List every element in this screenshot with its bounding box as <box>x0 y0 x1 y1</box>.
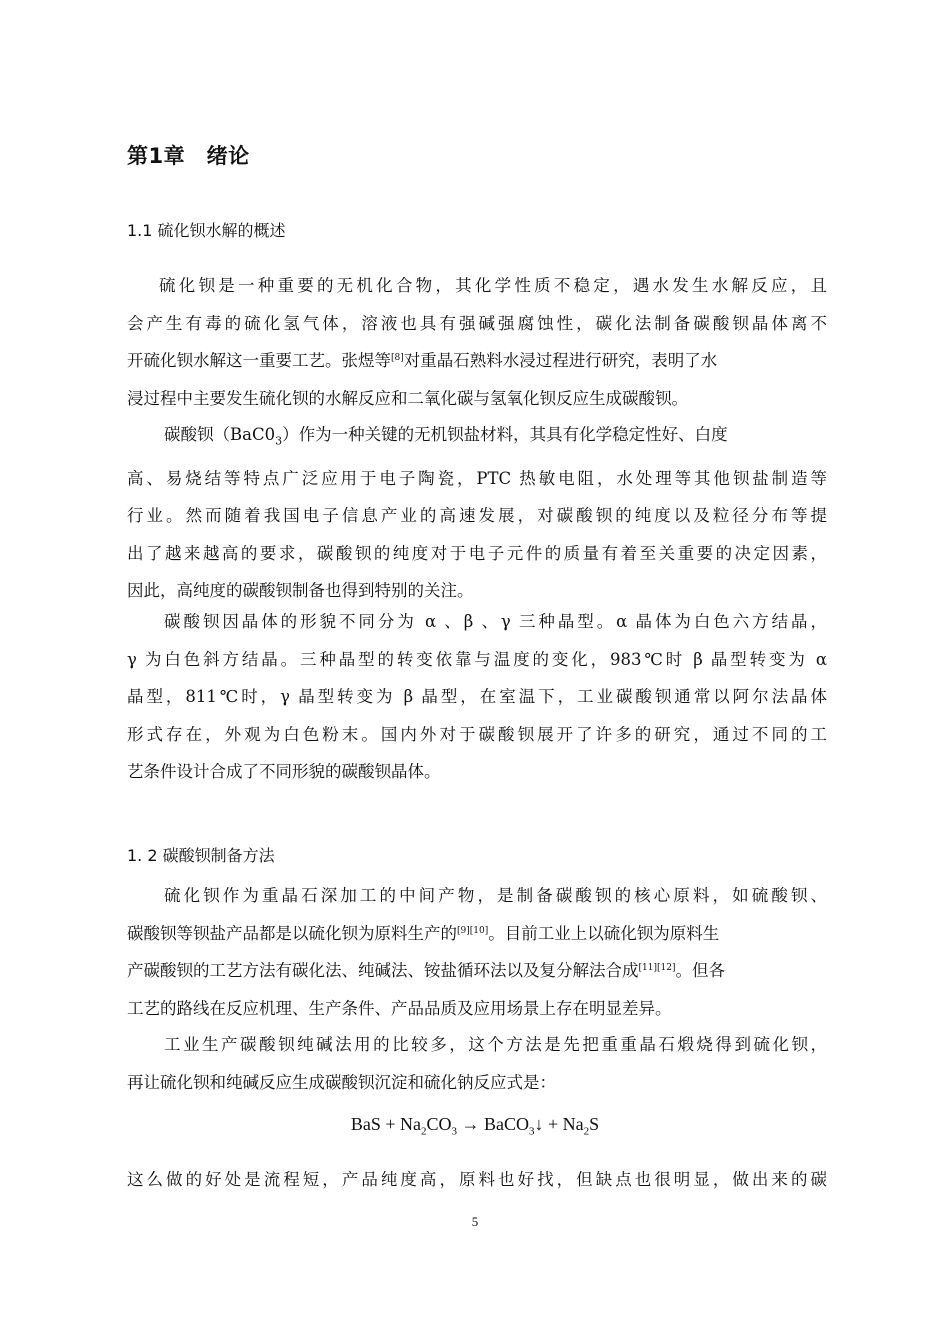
text-line: 硫化钡作为重晶石深加工的中间产物，是制备碳酸钡的核心原料，如硫酸钡、 <box>164 886 827 905</box>
text-line: 碳酸钡$(BaC0_3)$作为一种关键的无机钡盐材料，其具有化学稳定性好、白度 <box>164 425 728 448</box>
text-line: 出了越来越高的要求，碳酸钡的纯度对于电子元件的质量有着至关重要的决定因素， <box>127 543 827 563</box>
text-line: 形式存在，外观为白色粉末。国内外对于碳酸钡展开了许多的研究，通过不同的工 <box>127 724 827 744</box>
text-line: 艺条件设计合成了不同形貌的碳酸钡晶体。 <box>127 762 441 781</box>
text-line: γ 为白色斜方结晶。三种晶型的转变依靠与温度的变化，983℃时 β 晶型转变为 α <box>127 649 827 669</box>
section-heading-1-2: 1. 2 碳酸钡制备方法 <box>127 846 275 865</box>
paragraph-baco3-intro <box>127 416 827 610</box>
text-line: 碳酸钡因晶体的形貌不同分为 α 、β 、γ 三种晶型。α 晶体为白色六方结晶， <box>164 612 827 631</box>
text-line: 晶型，811℃时，γ 晶型转变为 β 晶型，在室温下，工业碳酸钡通常以阿尔法晶体 <box>127 687 827 706</box>
paragraph-advantages <box>127 1161 827 1199</box>
text-line: 碳酸钡等钡盐产品都是以硫化钡为原料生产的[9][10]。目前工业上以硫化钡为原料生 <box>127 923 720 943</box>
precipitate-arrow: ↓ <box>534 1114 544 1134</box>
text-line: 硫化钡是一种重要的无机化合物，其化学性质不稳定，遇水发生水解反应，且 <box>159 276 827 295</box>
citation-ref[interactable]: [8] <box>391 353 404 363</box>
chemical-equation: BaS + $Na_2CO_3$ → BaCO$_3$↓ + $Na_2S$ <box>350 1114 600 1138</box>
citation-ref[interactable]: [11][12] <box>638 963 676 973</box>
text-line: 工业生产碳酸钡纯碱法用的比较多，这个方法是先把重重晶石煅烧得到硫化钡， <box>164 1035 827 1054</box>
text-line: 开硫化钡水解这一重要工艺。张煜等[8]对重晶石熟料水浸过程进行研究，表明了水 <box>127 351 718 370</box>
text-line: 会产生有毒的硫化氢气体，溶液也具有强碱强腐蚀性，碳化法制备碳酸钡晶体离不 <box>127 313 827 333</box>
paragraph-crystal-forms <box>127 603 827 791</box>
chapter-title: 第1章 绪论 <box>127 144 250 168</box>
text-line: 高、易烧结等特点广泛应用于电子陶瓷，PTC 热敏电阻，水处理等其他钡盐制造等 <box>127 468 827 488</box>
text-line: 这么做的好处是流程短，产品纯度高，原料也好找，但缺点也很明显，做出来的碳 <box>127 1170 827 1189</box>
paragraph-soda-method <box>127 1026 827 1101</box>
paragraph-bas-hydrolysis <box>127 267 827 417</box>
paragraph-preparation-methods <box>127 877 827 1027</box>
page-number: 5 <box>471 1214 479 1229</box>
section-heading-1-1: 1.1 硫化钡水解的概述 <box>127 221 286 240</box>
text-line: 工艺的路线在反应机理、生产条件、产品品质及应用场景上存在明显差异。 <box>127 998 672 1018</box>
text-line: 再让硫化钡和纯碱反应生成碳酸钡沉淀和硫化钠反应式是： <box>127 1072 556 1092</box>
text-line: 浸过程中主要发生硫化钡的水解反应和二氧化碳与氢氧化钡反应生成碳酸钡。 <box>127 388 688 408</box>
text-line: 产碳酸钡的工艺方法有碳化法、纯碱法、铵盐循环法以及复分解法合成[11][12]。但各 <box>127 961 725 980</box>
reaction-arrow: → <box>457 1114 484 1134</box>
citation-ref[interactable]: [9][10] <box>457 925 489 936</box>
text-line: 行业。然而随着我国电子信息产业的高速发展，对碳酸钡的纯度以及粒径分布等提 <box>127 506 827 526</box>
text-line: 因此，高纯度的碳酸钡制备也得到特别的关注。 <box>127 581 474 601</box>
